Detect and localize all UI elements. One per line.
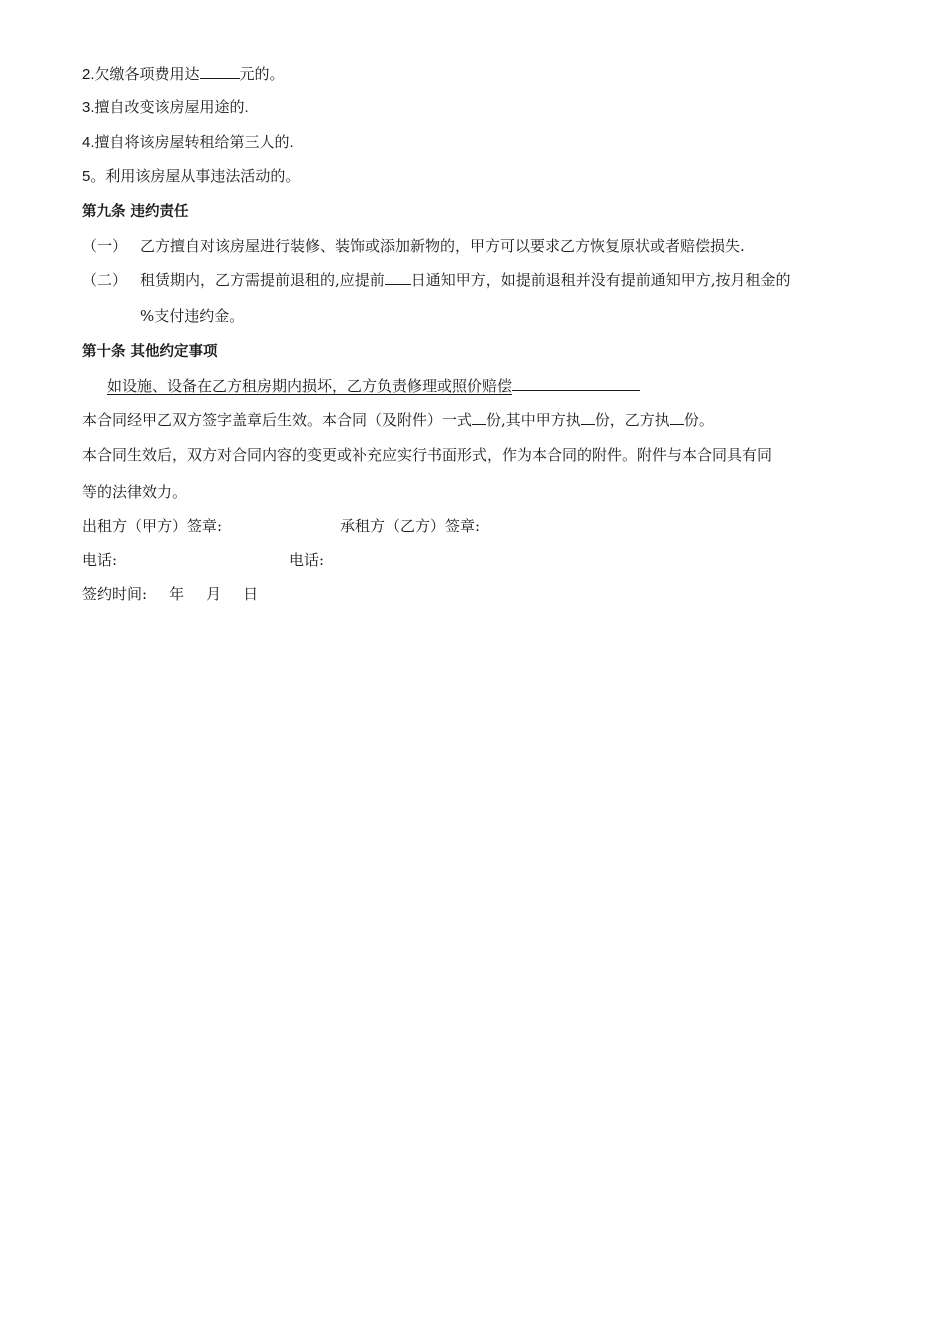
article-9-item-1 [82, 236, 745, 256]
copies-lessor-blank [581, 410, 595, 425]
article-9-item-2-text-a: 租赁期内，乙方需提前退租的,应提前 [140, 271, 385, 289]
signing-date-month: 月 [206, 585, 222, 603]
article-10-terms [107, 376, 640, 396]
article-10-heading: 第十条 其他约定事项 [82, 344, 218, 360]
article-9-item-1-marker: （一） [82, 237, 128, 255]
signing-date-day: 日 [243, 585, 259, 603]
clause-item-5: 5。利用该房屋从事违法活动的。 [82, 168, 301, 185]
supplement-line-1: 本合同生效后，双方对合同内容的变更或补充应实行书面形式，作为本合同的附件。附件与本合同具有同 [82, 446, 773, 464]
contract-effect-text-d: 份。 [683, 411, 714, 429]
amount-blank [200, 64, 240, 79]
article-10-terms-text: 如设施、设备在乙方租房期内损坏，乙方负责修理或照价赔偿 [107, 377, 513, 395]
copies-lessee-blank [670, 410, 684, 425]
clause-item-3: 3.擅自改变该房屋用途的. [82, 99, 249, 116]
contract-effect-text-b: 份,其中甲方执 [486, 411, 581, 429]
clause-item-2 [82, 64, 285, 85]
signing-date-label: 签约时间: [82, 585, 148, 603]
article-9-heading: 第九条 违约责任 [82, 204, 189, 220]
article-9-item-2-text-b: 日通知甲方，如提前退租并没有提前通知甲方,按月租金的 [410, 271, 791, 289]
signing-date [82, 584, 258, 604]
article-9-item-1-text: 乙方擅自对该房屋进行装修、装饰或添加新物的，甲方可以要求乙方恢复原状或者赔偿损失. [140, 237, 745, 255]
lessor-phone-label: 电话: [82, 551, 118, 569]
supplement-line-2: 等的法律效力。 [82, 483, 188, 501]
article-10-terms-blank [512, 376, 640, 391]
lessee-phone-label: 电话: [289, 551, 325, 569]
clause-item-2-text-b: 元的。 [239, 65, 285, 83]
clause-item-2-text-a: 2.欠缴各项费用达 [82, 66, 200, 83]
article-9-item-2-marker: （二） [82, 271, 128, 289]
signing-date-year: 年 [169, 585, 185, 603]
contract-effect-text-a: 本合同经甲乙双方签字盖章后生效。本合同（及附件）一式 [82, 411, 473, 429]
contract-effect-text-c: 份，乙方执 [594, 411, 670, 429]
lessee-signature-label: 承租方（乙方）签章: [340, 517, 481, 535]
lessor-signature-label: 出租方（甲方）签章: [82, 517, 223, 535]
contract-effect [82, 410, 714, 430]
article-9-item-2 [82, 270, 791, 290]
clause-item-4: 4.擅自将该房屋转租给第三人的. [82, 134, 294, 151]
copies-total-blank [472, 410, 486, 425]
article-9-item-2-continued: %支付违约金。 [140, 307, 245, 325]
days-blank [385, 270, 411, 285]
